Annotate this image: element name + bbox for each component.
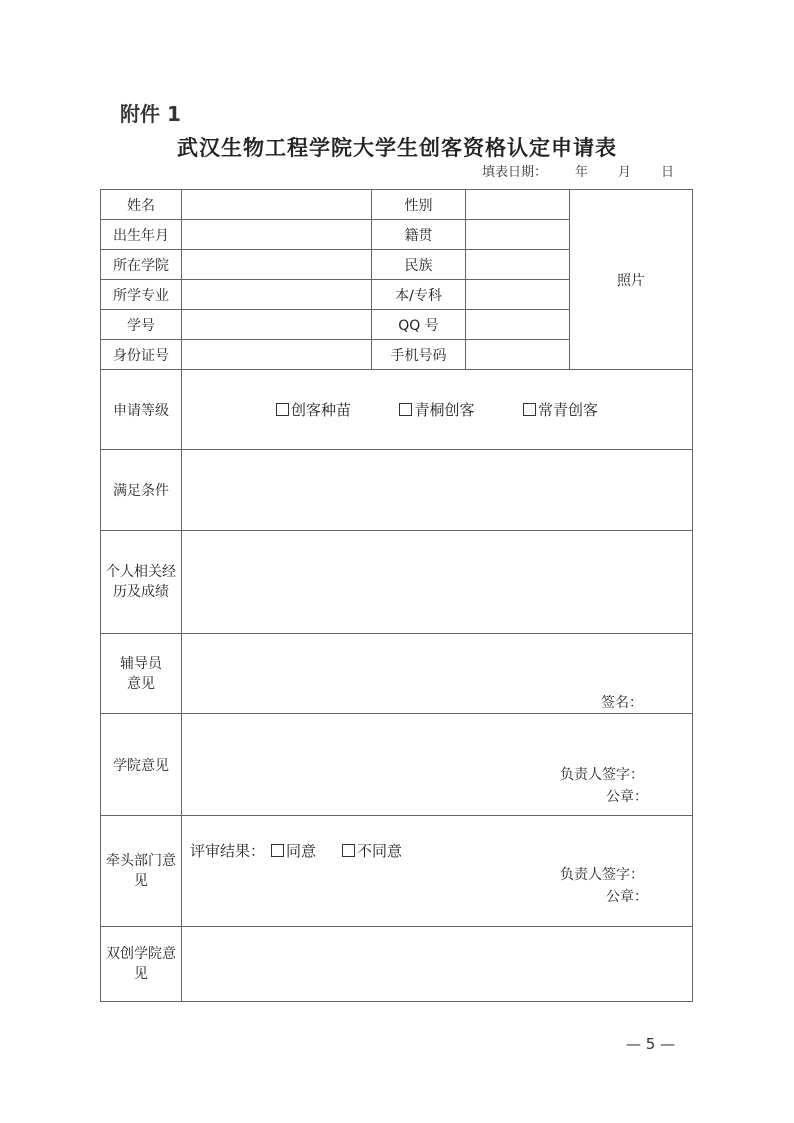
checkbox-icon[interactable] — [342, 844, 355, 857]
level-option-label: 创客种苗 — [291, 401, 352, 419]
level-option-seedling[interactable] — [276, 399, 351, 420]
conditions-label: 满足条件 — [101, 450, 182, 531]
degree-level-label: 本/专科 — [372, 280, 466, 310]
counselor-label: 辅导员意见 — [120, 655, 162, 692]
dept-seal-label: 公章： — [606, 889, 648, 905]
college-seal-label: 公章： — [606, 789, 648, 805]
ethnicity-field[interactable] — [466, 250, 570, 280]
gender-field[interactable] — [466, 190, 570, 220]
innovation-college-label: 双创学院意见 — [106, 946, 176, 982]
gender-label: 性别 — [372, 190, 466, 220]
year-label: 年 — [575, 165, 589, 180]
checkbox-icon[interactable] — [523, 403, 536, 416]
agree-option[interactable] — [271, 842, 316, 860]
birth-label: 出生年月 — [101, 220, 182, 250]
native-place-label: 籍贯 — [372, 220, 466, 250]
disagree-label: 不同意 — [357, 842, 403, 860]
phone-label: 手机号码 — [372, 340, 466, 370]
fill-date-line — [482, 161, 674, 180]
experience-label-cell — [101, 531, 182, 634]
major-field[interactable] — [182, 280, 372, 310]
name-field[interactable] — [182, 190, 372, 220]
disagree-option[interactable] — [342, 842, 402, 860]
level-label: 申请等级 — [101, 370, 182, 450]
review-result-label: 评审结果： — [190, 842, 266, 860]
counselor-opinion-field[interactable] — [182, 634, 693, 714]
major-label: 所学专业 — [101, 280, 182, 310]
form-title: 武汉生物工程学院大学生创客资格认定申请表 — [177, 136, 617, 160]
qq-field[interactable] — [466, 310, 570, 340]
dept-responsible-sign-label: 负责人签字： — [560, 867, 644, 883]
application-form-table — [100, 189, 693, 1002]
degree-level-field[interactable] — [466, 280, 570, 310]
level-option-evergreen[interactable] — [523, 399, 598, 420]
dept-opinion-label: 牵头部门意见 — [106, 853, 176, 889]
counselor-label-cell — [101, 634, 182, 714]
innovation-college-field[interactable] — [182, 927, 693, 1002]
day-label: 日 — [661, 165, 675, 180]
conditions-field[interactable] — [182, 450, 693, 531]
student-id-label: 学号 — [101, 310, 182, 340]
id-number-field[interactable] — [182, 340, 372, 370]
checkbox-icon[interactable] — [271, 844, 284, 857]
college-field[interactable] — [182, 250, 372, 280]
dept-opinion-label-cell — [101, 816, 182, 927]
college-label: 所在学院 — [101, 250, 182, 280]
attachment-label: 附件 1 — [120, 102, 181, 126]
level-choices — [182, 370, 693, 450]
id-number-label: 身份证号 — [101, 340, 182, 370]
native-place-field[interactable] — [466, 220, 570, 250]
review-result — [190, 840, 402, 861]
name-label: 姓名 — [101, 190, 182, 220]
experience-field[interactable] — [182, 531, 693, 634]
level-option-label: 青桐创客 — [414, 401, 475, 419]
college-responsible-sign-label: 负责人签字： — [560, 767, 644, 783]
phone-field[interactable] — [466, 340, 570, 370]
photo-label: 照片 — [617, 272, 645, 289]
dept-opinion-field[interactable] — [182, 816, 693, 927]
fill-date-label: 填表日期： — [482, 165, 548, 180]
checkbox-icon[interactable] — [276, 403, 289, 416]
experience-label: 个人相关经历及成绩 — [106, 564, 176, 600]
qq-label: QQ 号 — [372, 310, 466, 340]
college-opinion-field[interactable] — [182, 714, 693, 816]
student-id-field[interactable] — [182, 310, 372, 340]
month-label: 月 — [618, 165, 632, 180]
page-number: — 5 — — [626, 1035, 676, 1053]
ethnicity-label: 民族 — [372, 250, 466, 280]
counselor-sign-label: 签名： — [601, 695, 643, 711]
level-option-qingtong[interactable] — [399, 399, 474, 420]
level-option-label: 常青创客 — [537, 401, 598, 419]
checkbox-icon[interactable] — [399, 403, 412, 416]
birth-field[interactable] — [182, 220, 372, 250]
innovation-college-label-cell — [101, 927, 182, 1002]
agree-label: 同意 — [286, 842, 317, 860]
photo-area[interactable] — [570, 190, 693, 370]
college-opinion-label: 学院意见 — [101, 714, 182, 816]
